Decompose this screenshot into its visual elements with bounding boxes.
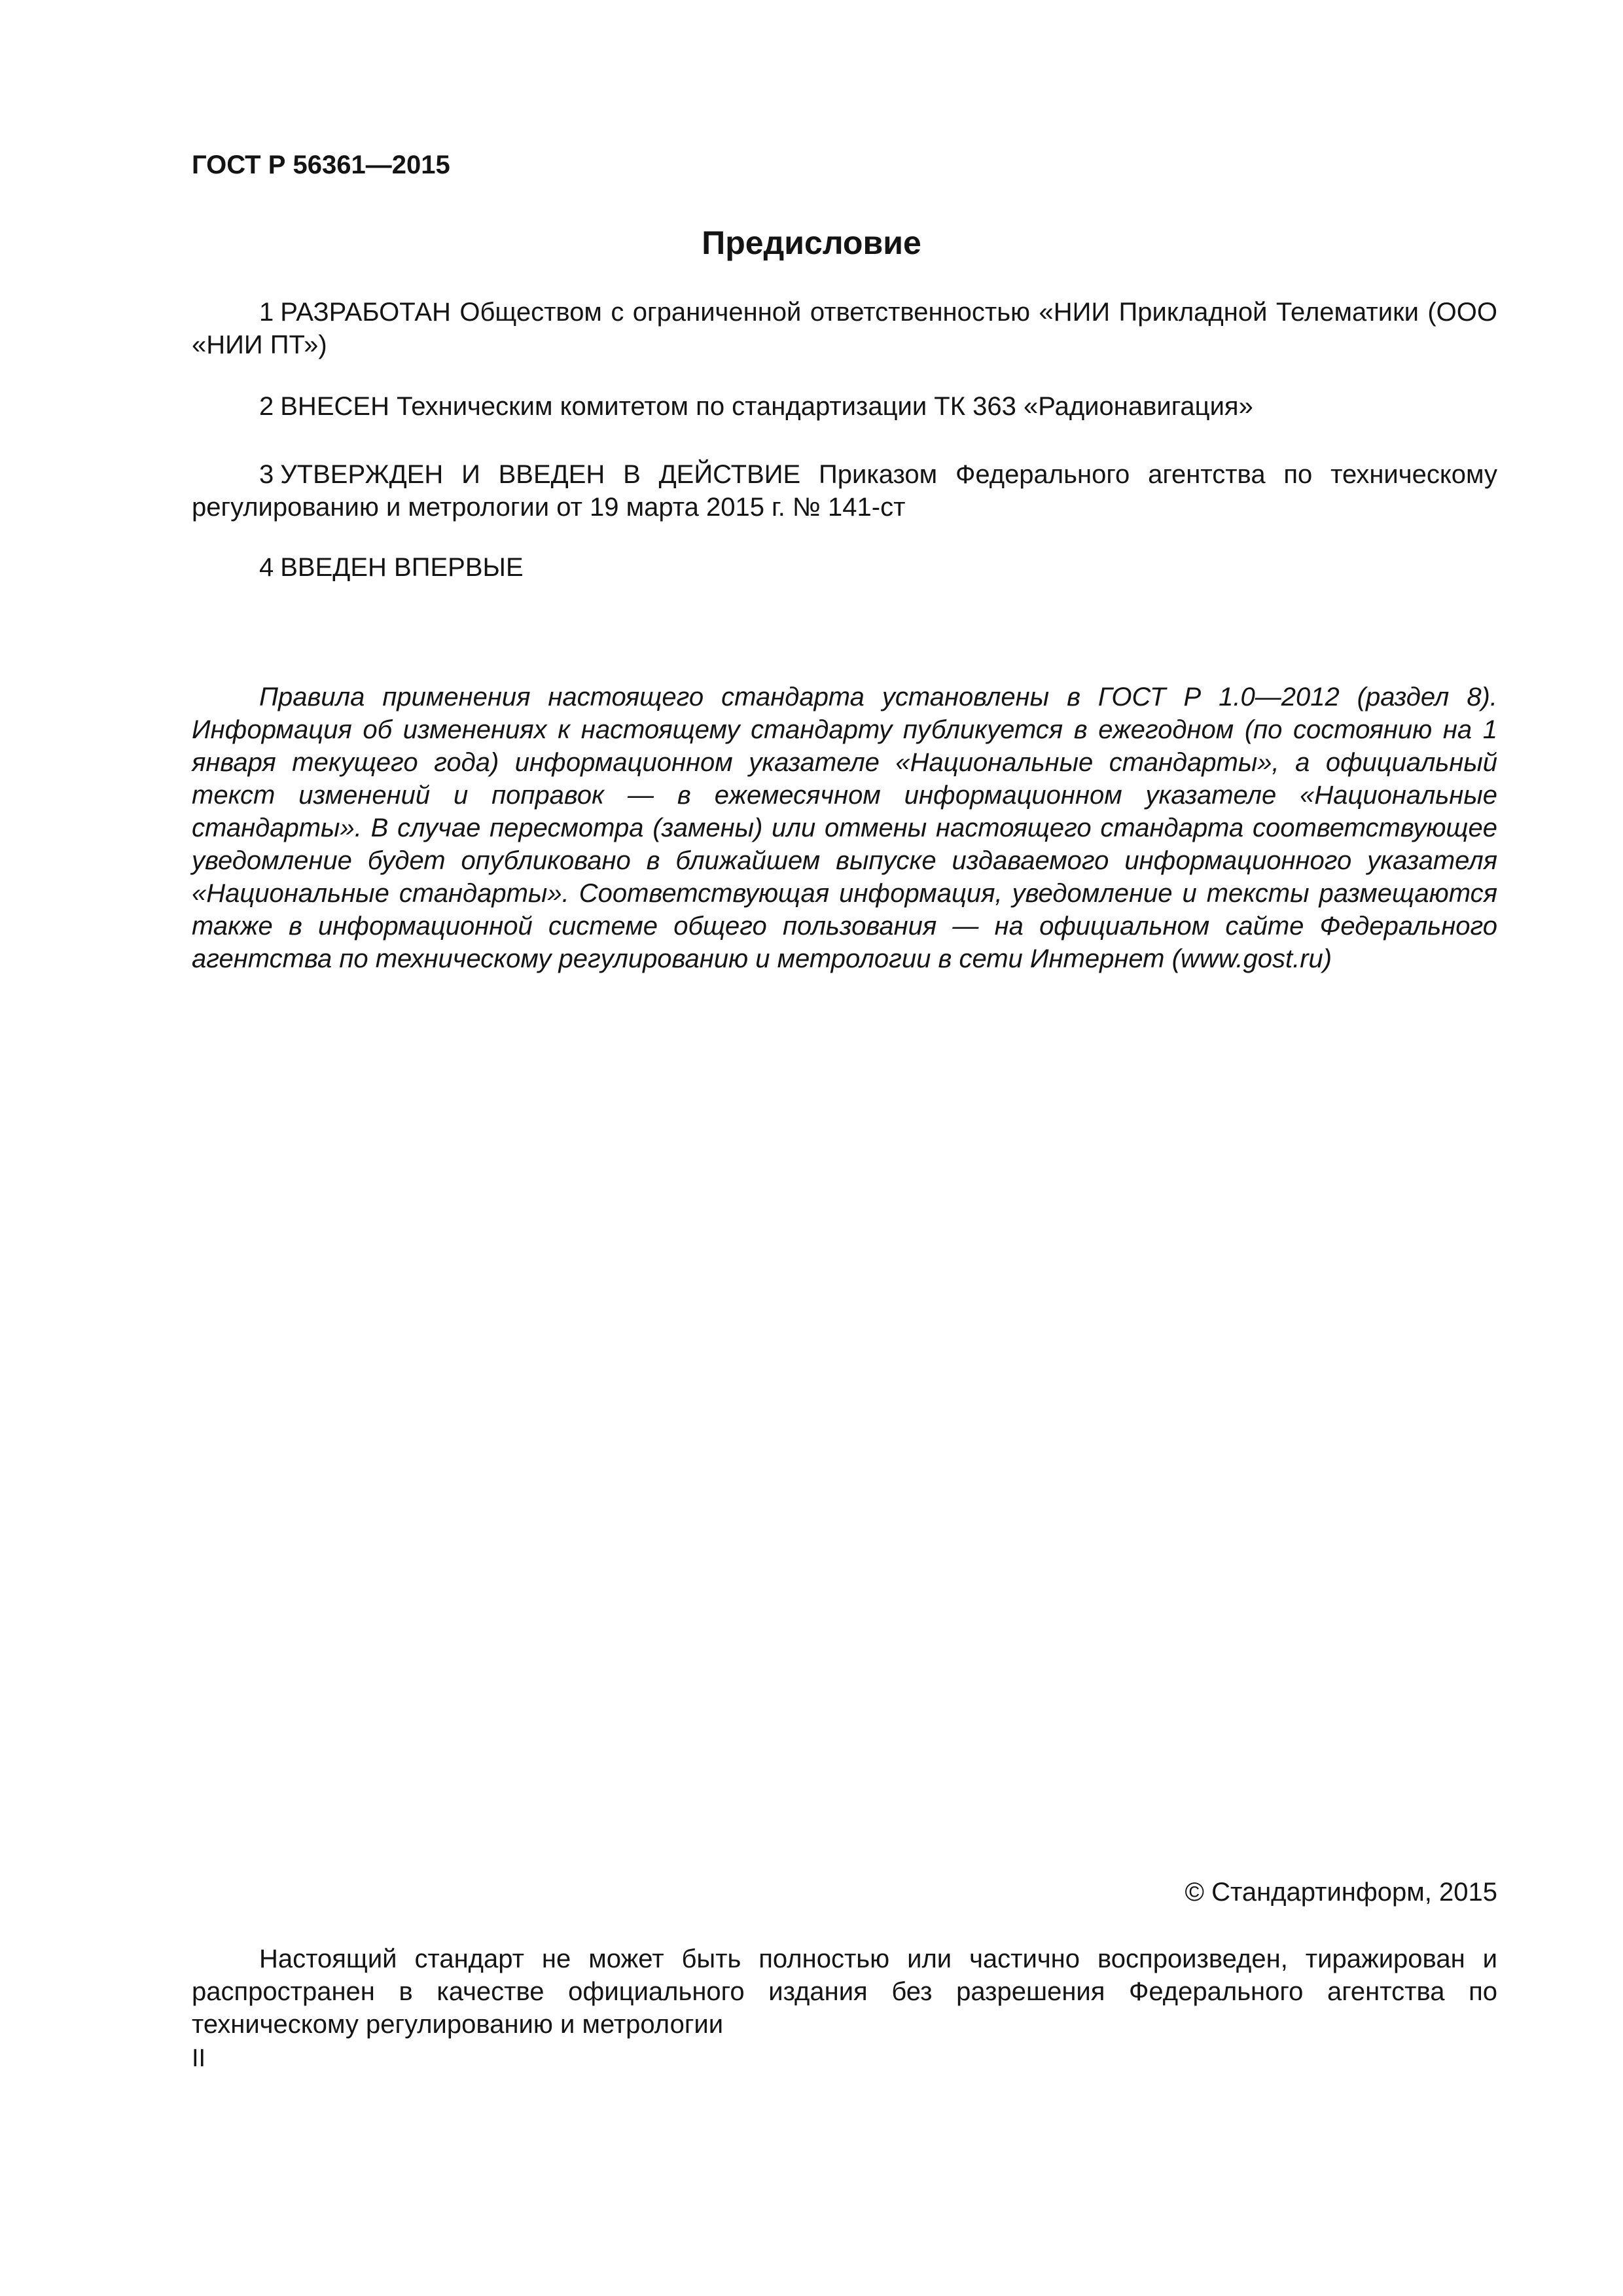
item-number: 4 xyxy=(259,553,274,582)
foreword-item-introduced xyxy=(192,551,1497,584)
item-number: 2 xyxy=(259,392,274,421)
document-code: ГОСТ Р 56361—2015 xyxy=(192,151,450,179)
item-number: 3 xyxy=(259,460,274,489)
item-number: 1 xyxy=(259,298,274,327)
copyright-notice: © Стандартинформ, 2015 xyxy=(1185,1878,1497,1907)
page-title: Предисловие xyxy=(702,224,921,261)
item-text: РАЗРАБОТАН Обществом с ограниченной ответственностью «НИИ Прикладной Телематики (ООО «НИИ ПТ») xyxy=(192,298,1497,359)
foreword-item-submitted xyxy=(192,390,1497,423)
item-text: УТВЕРЖДЕН И ВВЕДЕН В ДЕЙСТВИЕ Приказом Федерального агентства по техническому регулированию и метрологии от 19 марта 2015 г. № 141-ст xyxy=(192,460,1497,522)
foreword-item-approved xyxy=(192,458,1497,524)
reproduction-restriction: Настоящий стандарт не может быть полностью или частично воспроизведен, тиражирован и распространен в качестве официального издания без разрешения Федерального агентства по техническому регулированию и метрологии xyxy=(192,1945,1497,2039)
page-number: II xyxy=(192,2045,206,2072)
application-rules-note: Правила применения настоящего стандарта установлены в ГОСТ Р 1.0—2012 (раздел 8). Информация об изменениях к настоящему стандарту публикуется в ежегодном (по состоянию на 1 января текущего года) информационном указателе «Национальные стандарты», а официальный текст изменений и поправок — в ежемесячном информационном указателе «Национальные стандарты». В случае пересмотра (замены) или отмены настоящего стандарта соответствующее уведомление будет опубликовано в ближайшем выпуске издаваемого информационного указателя «Национальные стандарты». Соответствующая информация, уведомление и тексты размещаются также в информационной системе общего пользования — на официальном сайте Федерального агентства по техническому регулированию и метрологии в сети Интернет (www.gost.ru) xyxy=(192,683,1497,973)
item-text: ВНЕСЕН Техническим комитетом по стандартизации ТК 363 «Радионавигация» xyxy=(280,392,1253,421)
item-text: ВВЕДЕН ВПЕРВЫЕ xyxy=(280,553,524,582)
foreword-item-developed xyxy=(192,296,1497,361)
